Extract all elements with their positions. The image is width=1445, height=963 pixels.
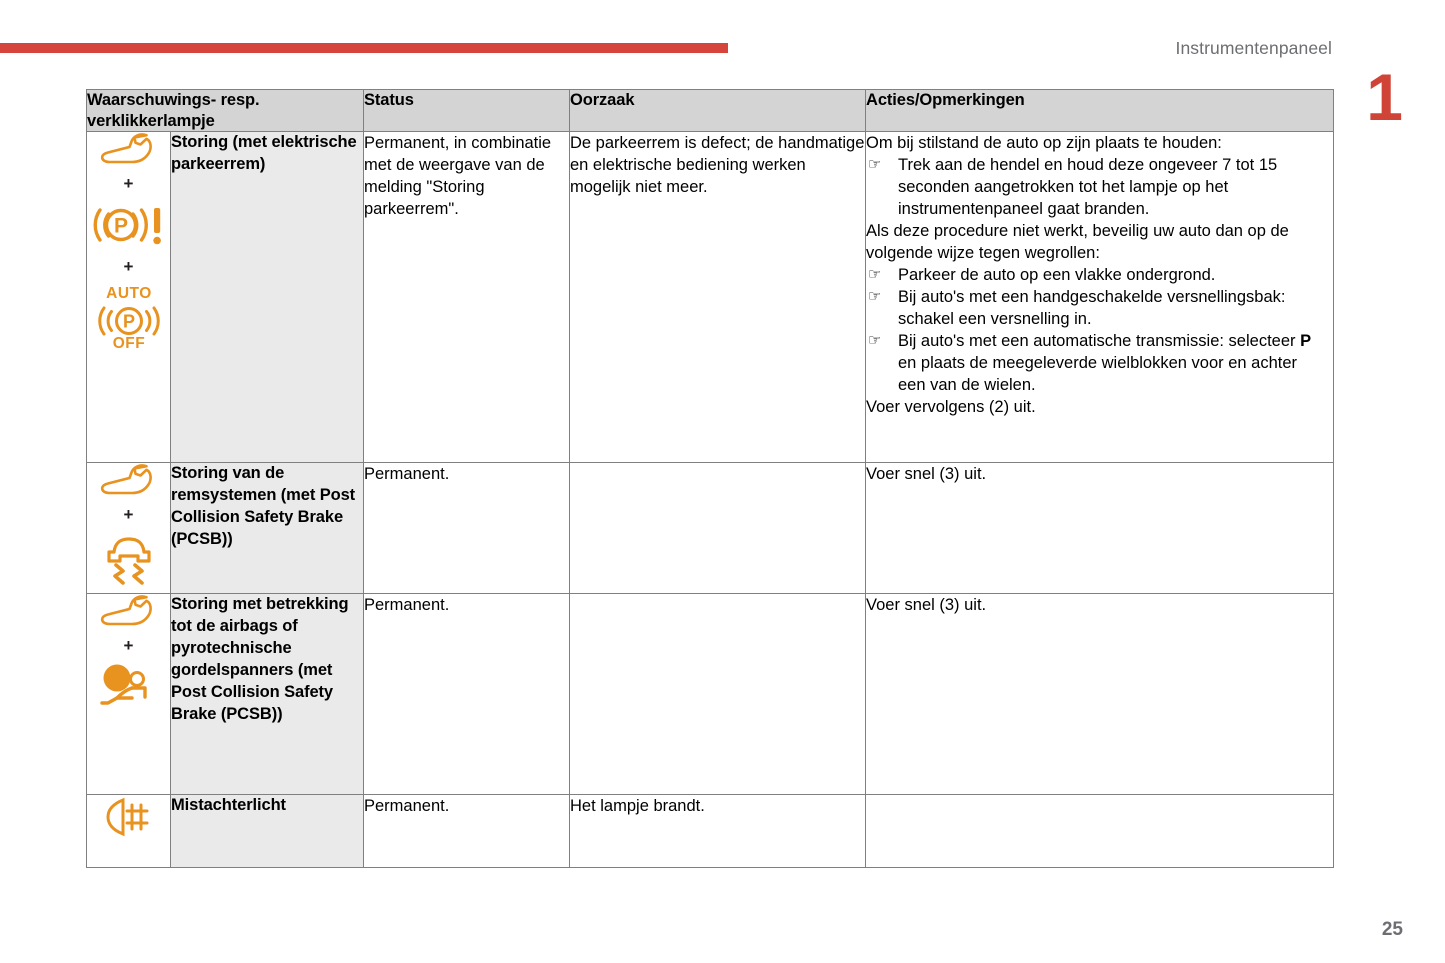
list-item-text: Trek aan de hendel en houd deze ongeveer 7 tot 15 seconden aangetrokken tot het lampje op het instrumentenpaneel gaat branden.	[898, 156, 1278, 219]
icon-stack	[87, 594, 170, 711]
plus-separator: +	[123, 257, 134, 277]
lamp-label: Storing met betrekking tot de airbags of pyrotechnische gordelspanners (met Post Collision Safety Brake (PCSB))	[171, 594, 364, 795]
actions-intro: Om bij stilstand de auto op zijn plaats te houden:	[866, 134, 1222, 153]
hand-pointer-icon: ☞	[868, 155, 882, 174]
parking-brake-fault-icon	[91, 201, 167, 249]
actions-second-list	[866, 264, 1325, 396]
list-item	[866, 286, 1325, 330]
wrench-icon	[99, 594, 159, 628]
list-item-text: Bij auto's met een handgeschakelde versnellingsbak: schakel een versnelling in.	[898, 288, 1286, 329]
lamp-cause	[570, 594, 866, 795]
column-header-cause: Oorzaak	[570, 90, 866, 132]
lamp-cause	[570, 463, 866, 594]
column-header-lamp: Waarschuwings- resp. verklikkerlampje	[87, 90, 364, 132]
lamp-label: Mistachterlicht	[171, 795, 364, 868]
table-row	[87, 132, 1334, 463]
actions-middle: Als deze procedure niet werkt, beveilig uw auto dan op de volgende wijze tegen wegrollen:	[866, 222, 1289, 263]
gear-selector-p: P	[1300, 332, 1312, 351]
hand-pointer-icon: ☞	[868, 287, 882, 306]
page-number: 25	[1381, 919, 1403, 940]
svg-text:OFF: OFF	[112, 335, 145, 351]
lamp-label: Storing (met elektrische parkeerrem)	[171, 132, 364, 463]
actions-first-list	[866, 154, 1325, 220]
list-item-text: Parkeer de auto op een vlakke ondergrond.	[898, 266, 1216, 285]
icon-stack	[87, 132, 170, 350]
esp-skid-icon	[98, 532, 160, 586]
lamp-icon-cell	[87, 594, 171, 795]
list-item	[866, 264, 1325, 286]
plus-separator: +	[123, 505, 134, 525]
lamp-icon-cell	[87, 463, 171, 594]
chapter-marker: 1	[1366, 60, 1403, 134]
airbag-icon	[99, 663, 159, 711]
svg-text:AUTO: AUTO	[105, 285, 152, 303]
svg-text:P: P	[113, 214, 128, 238]
list-item-text-post: en plaats de meegeleverde wielblokken voor en achter een van de wielen.	[898, 354, 1297, 395]
lamp-actions	[866, 795, 1334, 868]
hand-pointer-icon: ☞	[868, 265, 882, 284]
lamp-actions: Voer snel (3) uit.	[866, 594, 1334, 795]
lamp-icon-cell	[87, 795, 171, 868]
warning-lamps-table-container	[86, 89, 1333, 868]
lamp-icon-cell	[87, 132, 171, 463]
accent-rule	[0, 43, 728, 53]
hand-pointer-icon: ☞	[868, 331, 882, 350]
table-header	[87, 90, 1334, 132]
rear-fog-lamp-icon	[103, 795, 155, 839]
auto-parking-brake-off-icon	[95, 284, 163, 350]
list-item	[866, 154, 1325, 220]
page-header-title: Instrumentenpaneel	[1175, 38, 1332, 58]
plus-separator: +	[123, 636, 134, 656]
lamp-status: Permanent.	[364, 463, 570, 594]
lamp-actions	[866, 132, 1334, 463]
icon-stack	[87, 795, 170, 839]
lamp-status: Permanent.	[364, 795, 570, 868]
table-row	[87, 463, 1334, 594]
lamp-label: Storing van de remsystemen (met Post Collision Safety Brake (PCSB))	[171, 463, 364, 594]
wrench-icon	[99, 132, 159, 166]
svg-text:P: P	[122, 311, 135, 332]
plus-separator: +	[123, 174, 134, 194]
table-row	[87, 594, 1334, 795]
list-item	[866, 330, 1325, 396]
table-row	[87, 795, 1334, 868]
list-item-text-pre: Bij auto's met een automatische transmissie: selecteer	[898, 332, 1301, 351]
icon-stack	[87, 463, 170, 586]
table-header-row	[87, 90, 1334, 132]
lamp-actions: Voer snel (3) uit.	[866, 463, 1334, 594]
column-header-status: Status	[364, 90, 570, 132]
actions-outro: Voer vervolgens (2) uit.	[866, 398, 1036, 417]
wrench-icon	[99, 463, 159, 497]
lamp-status: Permanent.	[364, 594, 570, 795]
table-body	[87, 132, 1334, 868]
warning-lamps-table	[86, 89, 1334, 868]
lamp-cause: Het lampje brandt.	[570, 795, 866, 868]
lamp-cause: De parkeerrem is defect; de handmatige en elektrische bediening werken mogelijk niet meer.	[570, 132, 866, 463]
lamp-status: Permanent, in combinatie met de weergave van de melding "Storing parkeerrem".	[364, 132, 570, 463]
column-header-actions: Acties/Opmerkingen	[866, 90, 1334, 132]
